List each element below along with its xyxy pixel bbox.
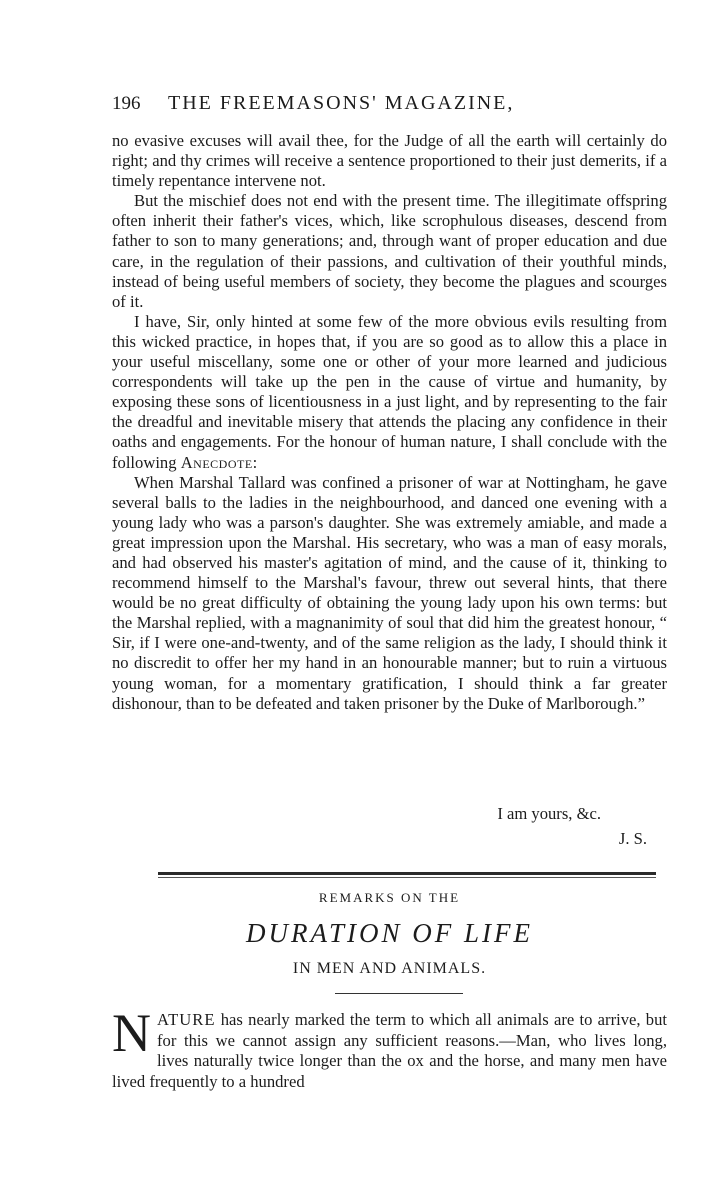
running-head: THE FREEMASONS' MAGAZINE, <box>168 92 515 114</box>
letter-paragraph-3 <box>112 312 667 473</box>
page-header <box>112 92 667 115</box>
letter-paragraph-2: But the mischief does not end with the present time. The illegitimate offspring often inherit their father's vices, which, like scrophulous diseases, descend from father to son to many generations; and, through want of proper education and due care, in the regulation of their passions, and cultivation of their youthful minds, instead of being useful members of society, they become the plagues and scourges of it. <box>112 191 667 311</box>
letter-signature: J. S. <box>618 829 647 848</box>
drop-cap: N <box>112 1003 151 1063</box>
article-text: has nearly marked the term to which all animals are to arrive, but for this we cannot assign any sufficient reasons.—Man, who lives long, lives naturally twice longer than the ox and the horse, and many men have lived frequently to a hundred <box>112 1010 667 1091</box>
letter-closing: I am yours, &c. <box>497 804 601 823</box>
anecdote-paragraph: When Marshal Tallard was confined a prisoner of war at Nottingham, he gave several balls to the ladies in the neighbourhood, and danced one evening with a young lady who was a parson's daughter. She was extremely amiable, and made a great impression upon the Marshal. His secretary, who was a man of easy morals, and had observed his master's agitation of mind, and the cause of it, thinking to recommend himself to the Marshal's favour, threw out several hints, that there would be no great difficulty of obtaining the young lady upon his own terms: but the Marshal replied, with a magnanimity of soul that did him the greatest honour, “ Sir, if I were one-and-twenty, and of the same religion as the lady, I should think it no discredit to offer her my hand in an honourable manner; but to ruin a virtuous young woman, for a momentary gratification, I should think a far greater dishonour, than to be defeated and taken prisoner by the Duke of Marlborough.” <box>112 472 667 713</box>
article-body <box>112 1003 667 1092</box>
article-subtitle: IN MEN AND ANIMALS. <box>292 960 487 977</box>
anecdote-label: Anecdote <box>180 452 253 472</box>
lead-caps: ATURE <box>157 1010 216 1029</box>
title-rule <box>335 993 463 994</box>
anecdote-colon: : <box>252 452 258 472</box>
article-kicker: REMARKS ON THE <box>318 890 461 905</box>
letter-paragraph-1: no evasive excuses will avail thee, for the Judge of all the earth will certainly do right; and thy crimes will receive a sentence proportioned to their just demerits, if a timely repentance intervene not. <box>112 131 667 191</box>
page-number: 196 <box>112 93 141 114</box>
section-divider <box>158 872 656 875</box>
article-title: DURATION OF LIFE <box>246 918 533 948</box>
letter-paragraph-3-text: I have, Sir, only hinted at some few of the more obvious evils resulting from this wicked practice, in hopes that, if you are so good as to allow this a place in your useful miscellany, some one or other of your more learned and judicious correspondents will take up the pen in the cause of virtue and humanity, by exposing these sons of licentiousness in a just light, and by representing to the fair the dreadful and inevitable misery that attends the placing any confidence in their oaths and engagements. For the honour of human nature, I shall conclude with the following <box>112 311 667 472</box>
letter-body <box>112 131 667 714</box>
